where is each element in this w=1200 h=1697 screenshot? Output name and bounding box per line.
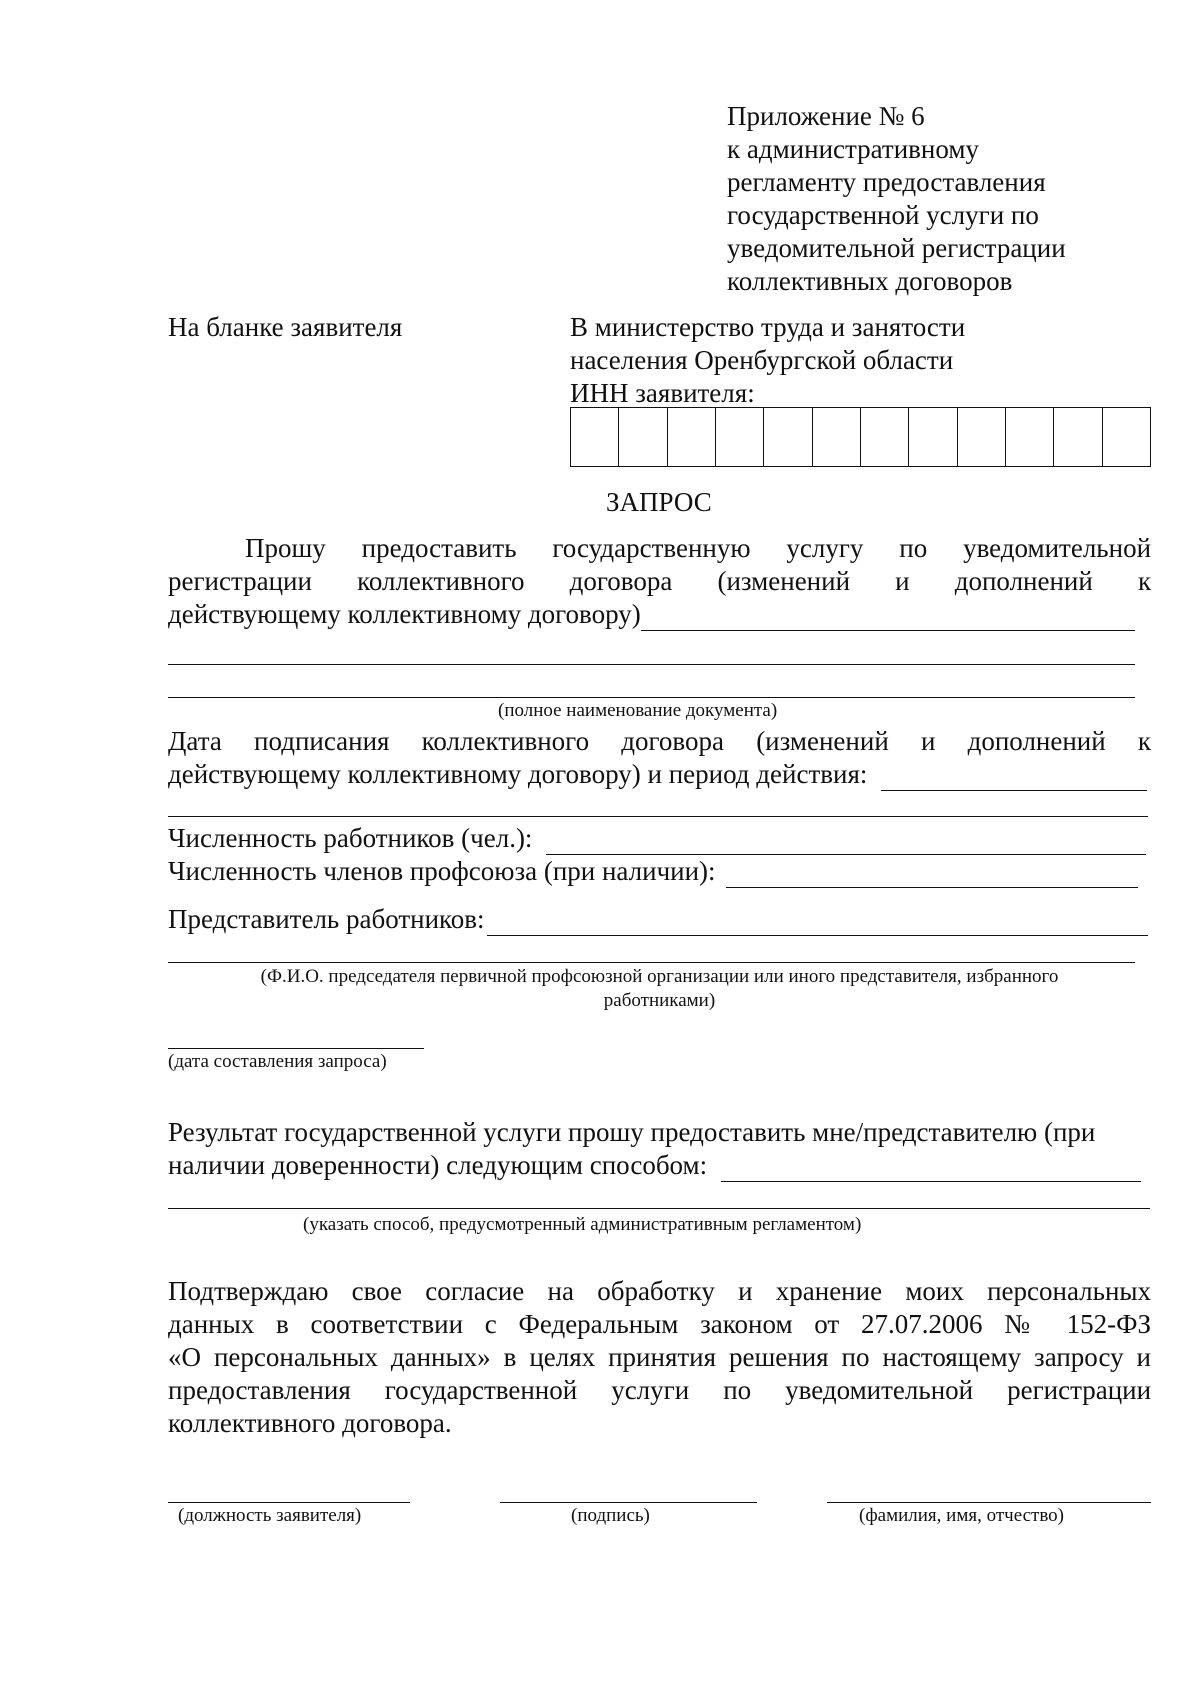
letterhead-note: На бланке заявителя bbox=[168, 312, 403, 342]
inn-digit-cell[interactable] bbox=[571, 408, 619, 466]
consent-line bbox=[168, 1308, 1151, 1341]
appendix-line: Приложение № 6 bbox=[727, 101, 925, 131]
inn-digit-cell[interactable] bbox=[716, 408, 764, 466]
request-date-line[interactable] bbox=[168, 1048, 424, 1049]
full-name-line[interactable] bbox=[827, 1502, 1151, 1503]
appendix-line: государственной услуги по bbox=[727, 200, 1039, 230]
signing-date-line bbox=[168, 758, 1147, 791]
result-line bbox=[168, 1149, 1141, 1182]
word: № bbox=[1004, 1309, 1045, 1339]
word: коллективного bbox=[357, 566, 525, 596]
word: по bbox=[723, 1375, 752, 1405]
result-method-field[interactable] bbox=[721, 1158, 1141, 1182]
word: к bbox=[1137, 566, 1152, 596]
signature-caption: (подпись) bbox=[571, 1505, 650, 1526]
word: 152-ФЗ bbox=[1066, 1309, 1152, 1339]
consent-paragraph bbox=[168, 1275, 1151, 1440]
addressee-line: В министерство труда и занятости bbox=[570, 312, 966, 342]
word: договора bbox=[569, 566, 673, 596]
caption-line: работниками) bbox=[603, 990, 716, 1011]
inn-digit-cell[interactable] bbox=[668, 408, 716, 466]
word: дополнений bbox=[967, 726, 1106, 756]
word: (изменений bbox=[717, 566, 851, 596]
signing-date-line-2[interactable] bbox=[168, 816, 1148, 817]
appendix-line: регламенту предоставления bbox=[727, 167, 1046, 197]
document-name-line[interactable] bbox=[168, 664, 1135, 665]
union-members-row bbox=[168, 855, 1138, 888]
result-paragraph bbox=[168, 1116, 1151, 1182]
word: государственной bbox=[384, 1375, 578, 1405]
inn-digit-cell[interactable] bbox=[619, 408, 667, 466]
request-date-caption: (дата составления запроса) bbox=[168, 1051, 387, 1072]
word: хранение bbox=[775, 1276, 883, 1306]
word: государственную bbox=[552, 533, 751, 563]
word: обработку bbox=[597, 1276, 715, 1306]
inn-digit-cell[interactable] bbox=[1103, 408, 1150, 466]
word: в bbox=[276, 1309, 289, 1339]
word: предоставить bbox=[361, 533, 517, 563]
inn-digit-cell[interactable] bbox=[813, 408, 861, 466]
word: по bbox=[899, 533, 928, 563]
word: регистрации bbox=[168, 566, 312, 596]
addressee-block bbox=[570, 311, 965, 410]
word: дополнений bbox=[954, 566, 1093, 596]
word: уведомительной bbox=[963, 533, 1152, 563]
consent-line: коллективного договора. bbox=[168, 1408, 452, 1438]
word: Дата bbox=[168, 726, 222, 756]
representative-caption bbox=[168, 965, 1151, 1013]
word: услуги bbox=[611, 1375, 690, 1405]
document-name-line[interactable] bbox=[168, 697, 1135, 698]
signature-line[interactable] bbox=[500, 1502, 757, 1503]
appendix-block bbox=[727, 100, 1066, 298]
word: данных bbox=[168, 1309, 255, 1339]
word: коллективного bbox=[421, 726, 590, 756]
result-line-text: наличии доверенности) следующим способом: bbox=[168, 1150, 708, 1180]
appendix-line: уведомительной регистрации bbox=[727, 233, 1066, 263]
signing-date-text: действующему коллективному договору) и период действия: bbox=[168, 759, 868, 789]
caption-line: (Ф.И.О. председателя первичной профсоюзной организации или иного представителя, избранного bbox=[260, 966, 1059, 987]
word: соответствии bbox=[310, 1309, 464, 1339]
word: договора bbox=[621, 726, 724, 756]
representative-line-2[interactable] bbox=[168, 962, 1135, 963]
signing-date-line bbox=[168, 725, 1151, 758]
word: персональных bbox=[987, 1276, 1152, 1306]
word: согласие bbox=[425, 1276, 525, 1306]
employees-count-field[interactable] bbox=[546, 831, 1146, 855]
word: услугу bbox=[786, 533, 864, 563]
representative-field[interactable] bbox=[487, 912, 1148, 936]
full-name-caption: (фамилия, имя, отчество) bbox=[859, 1505, 1065, 1526]
consent-line bbox=[168, 1275, 1151, 1308]
document-name-field[interactable] bbox=[641, 607, 1135, 631]
word: и bbox=[920, 726, 936, 756]
request-line-text: действующему коллективному договору) bbox=[168, 599, 641, 629]
word: с bbox=[484, 1309, 497, 1339]
word: 27.07.2006 bbox=[860, 1309, 983, 1339]
inn-input-grid[interactable] bbox=[570, 407, 1151, 467]
inn-digit-cell[interactable] bbox=[1006, 408, 1054, 466]
signing-date-paragraph bbox=[168, 725, 1151, 791]
union-members-field[interactable] bbox=[726, 864, 1138, 888]
result-caption: (указать способ, предусмотренный административным регламентом) bbox=[303, 1214, 862, 1235]
request-line bbox=[168, 598, 1135, 631]
word: свое bbox=[351, 1276, 402, 1306]
document-name-caption: (полное наименование документа) bbox=[498, 700, 778, 721]
word: Федеральным bbox=[518, 1309, 679, 1339]
word: и bbox=[738, 1276, 753, 1306]
union-members-label: Численность членов профсоюза (при наличии): bbox=[168, 856, 716, 886]
signing-date-field[interactable] bbox=[881, 767, 1147, 791]
consent-line bbox=[168, 1374, 1151, 1407]
position-caption: (должность заявителя) bbox=[178, 1505, 362, 1526]
word: уведомительной bbox=[785, 1375, 974, 1405]
inn-digit-cell[interactable] bbox=[1054, 408, 1102, 466]
inn-label: ИНН заявителя: bbox=[570, 378, 755, 408]
employees-count-row bbox=[168, 822, 1146, 855]
inn-digit-cell[interactable] bbox=[958, 408, 1006, 466]
result-method-line-2[interactable] bbox=[168, 1208, 1150, 1209]
inn-digit-cell[interactable] bbox=[764, 408, 812, 466]
result-line: Результат государственной услуги прошу предоставить мне/представителю (при bbox=[168, 1117, 1096, 1147]
request-line bbox=[168, 532, 1151, 565]
word: подписания bbox=[254, 726, 390, 756]
word: регистрации bbox=[1007, 1375, 1152, 1405]
representative-label: Представитель работников: bbox=[168, 904, 485, 934]
employees-count-label: Численность работников (чел.): bbox=[168, 823, 533, 853]
appendix-line: коллективных договоров bbox=[727, 266, 1013, 296]
consent-line: «О персональных данных» в целях принятия решения по настоящему запросу и bbox=[168, 1342, 1151, 1372]
request-paragraph bbox=[168, 532, 1151, 631]
word: от bbox=[814, 1309, 840, 1339]
word: и bbox=[895, 566, 910, 596]
request-line bbox=[168, 565, 1151, 598]
page-title: ЗАПРОС bbox=[606, 487, 712, 517]
word: к bbox=[1137, 726, 1152, 756]
word: Прошу bbox=[245, 533, 326, 563]
word: на bbox=[547, 1276, 574, 1306]
word: законом bbox=[700, 1309, 793, 1339]
position-line[interactable] bbox=[168, 1502, 410, 1503]
addressee-line: населения Оренбургской области bbox=[570, 345, 954, 375]
appendix-line: к административному bbox=[727, 134, 979, 164]
word: (изменений bbox=[756, 726, 889, 756]
word: моих bbox=[905, 1276, 964, 1306]
representative-row bbox=[168, 903, 1148, 936]
inn-digit-cell[interactable] bbox=[909, 408, 957, 466]
inn-digit-cell[interactable] bbox=[861, 408, 909, 466]
word: Подтверждаю bbox=[168, 1276, 329, 1306]
word: предоставления bbox=[168, 1375, 351, 1405]
